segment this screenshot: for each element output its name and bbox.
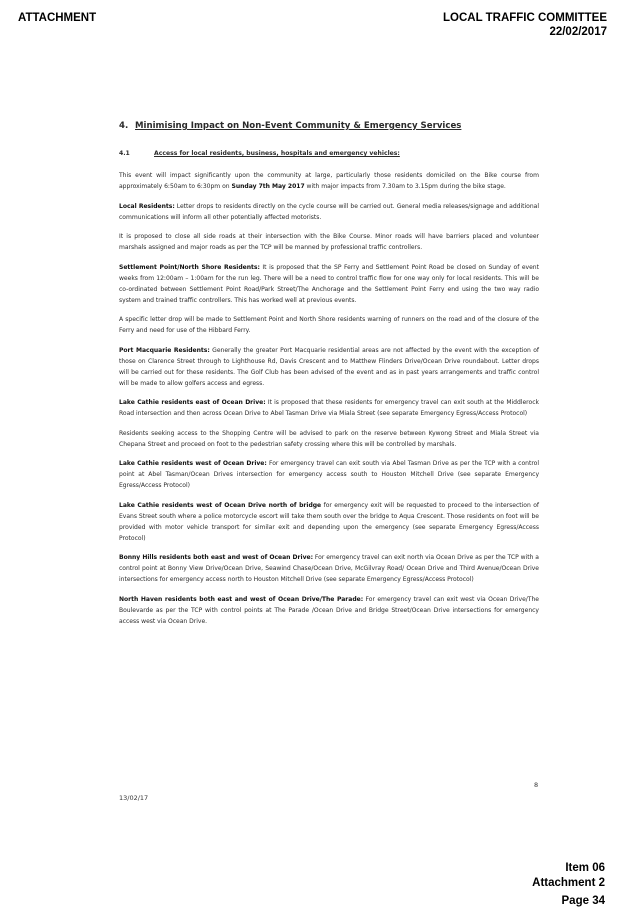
committee-header xyxy=(443,11,607,39)
paragraph-lead: Settlement Point/North Shore Residents: xyxy=(119,263,260,271)
paragraph xyxy=(119,314,539,336)
committee-name: LOCAL TRAFFIC COMMITTEE xyxy=(443,12,607,24)
subsection-title: Access for local residents, business, hospitals and emergency vehicles: xyxy=(154,150,400,157)
paragraph-lead: Local Residents: xyxy=(119,202,175,210)
attachment-header: ATTACHMENT xyxy=(18,12,97,24)
document-date: 13/02/17 xyxy=(119,794,149,802)
paragraph-lead: Lake Cathie residents west of Ocean Drive: xyxy=(119,460,267,467)
paragraph-lead: Lake Cathie residents east of Ocean Drive: xyxy=(119,399,266,406)
paragraph xyxy=(119,170,539,192)
paragraph-text: with major impacts from 7.30am to 3.15pm during the bike stage. xyxy=(304,183,506,190)
section-number: 4. xyxy=(119,121,129,131)
paragraph-text: It is proposed to close all side roads at their intersection with the Bike Course. Minor roads will have barriers placed and volunteer marshals assigned and major roads as per the TCP will be manned by professional traffic controllers. xyxy=(119,233,539,251)
attachment-number: Attachment 2 xyxy=(532,877,605,889)
paragraph-text: Letter drops to residents directly on the cycle course will be carried out. General media releases/signage and additional communications will inform all other potentially affected motorists. xyxy=(119,202,539,221)
paragraph-text: It is proposed that these residents for emergency travel can exit south at the Middlerock Road intersection and then across Ocean Drive to Abel Tasman Drive via Miala Street (see separate Emergency Egress/Access Protocol) xyxy=(119,399,539,417)
paragraph-lead: Bonny Hills residents both east and west of Ocean Drive: xyxy=(119,554,313,561)
item-number: Item 06 xyxy=(565,862,605,874)
paragraph xyxy=(119,397,539,419)
paragraph xyxy=(119,345,539,389)
meeting-date: 22/02/2017 xyxy=(549,26,607,38)
paragraph-text: for emergency exit will be requested to proceed to the intersection of Evans Street south where a police motorcycle escort will take them south over the bridge to Aqua Crescent. Those residents on foot will be provided with motor vehicle transport for similar exit and depending upon the emergency (see separate Emergency Egress/Access Protocol) xyxy=(119,501,540,542)
paragraph-lead: Lake Cathie residents west of Ocean Drive north of bridge xyxy=(119,501,322,509)
paragraph xyxy=(119,262,539,306)
paragraph-text: Residents seeking access to the Shopping Centre will be advised to park on the reserve between Kywong Street and Miala Street via Chepana Street and proceed on foot to the pedestrian safety crossing where this will be controlled by marshals. xyxy=(119,429,539,448)
paragraph-emphasis: Sunday 7th May 2017 xyxy=(231,183,305,190)
page-footer: Page 34 xyxy=(561,895,605,907)
section-title: Minimising Impact on Non-Event Community & Emergency Services xyxy=(135,121,462,131)
subsection-heading xyxy=(119,149,539,158)
paragraph-text: This event will impact significantly upon the community at large, particularly those residents domiciled on the Bike course from approximately 6:50am to 6:30pm on xyxy=(119,172,539,190)
paragraph xyxy=(119,594,539,627)
document-body xyxy=(119,120,539,635)
paragraph-lead: Port Macquarie Residents: xyxy=(119,346,210,354)
paragraph-lead: North Haven residents both east and west of Ocean Drive/The Parade: xyxy=(119,595,364,603)
paragraph-text: For emergency travel can exit west via Ocean Drive/The Boulevarde as per the TCP with control points at The Parade /Ocean Drive and Bridge Street/Ocean Drive intersections for emergency access west via Ocean Drive. xyxy=(119,595,539,625)
section-heading xyxy=(119,120,539,132)
document-page-number: 8 xyxy=(534,781,539,789)
paragraph-list xyxy=(119,170,539,627)
paragraph-text: For emergency travel can exit south via Abel Tasman Drive as per the TCP with a control point at Abel Tasman/Ocean Drives intersection for emergency access south to Houston Mitchell Drive (see separate Emergency Egress/Access Protocol) xyxy=(119,460,539,489)
paragraph-text: For emergency travel can exit north via Ocean Drive as per the TCP with a control point at Bonny View Drive/Ocean Drive, Seawind Chase/Ocean Drive, McGilvray Road/ Ocean Drive and Third Avenue/Ocean Drive intersections for emergency access north to Houston Mitchell Drive (see separate Emergency Egress/Access Protocol) xyxy=(119,554,539,583)
paragraph xyxy=(119,552,539,585)
paragraph xyxy=(119,428,539,450)
subsection-number: 4.1 xyxy=(119,150,130,157)
paragraph xyxy=(119,231,539,253)
paragraph-text: It is proposed that the SP Ferry and Settlement Point Road be closed on Sunday of event weeks from 12:00am – 1:00am for the run leg. There will be a need to control traffic flow for one way only for local residents. This will be co-ordinated between Settlement Point Road/Park Street/The Anchorage and the Settlement Point Ferry end using the two way radio system and trained traffic controllers. This has worked well at previous events. xyxy=(119,263,539,304)
paragraph xyxy=(119,500,539,544)
paragraph xyxy=(119,201,539,223)
paragraph xyxy=(119,458,539,491)
paragraph-text: A specific letter drop will be made to Settlement Point and North Shore residents warning of runners on the road and of the closure of the Ferry and need for use of the Hibbard Ferry. xyxy=(119,316,539,334)
paragraph-text: Generally the greater Port Macquarie residential areas are not affected by the event with the exception of those on Clarence Street through to Lighthouse Rd, Davis Crescent and to Matthew Flinders Drive/Ocean Drive roundabout. Letter drops will be carried out for these residents. The Golf Club has been advised of the event and as in past years arrangements and traffic control will be made to allow golfers access and egress. xyxy=(119,346,539,387)
